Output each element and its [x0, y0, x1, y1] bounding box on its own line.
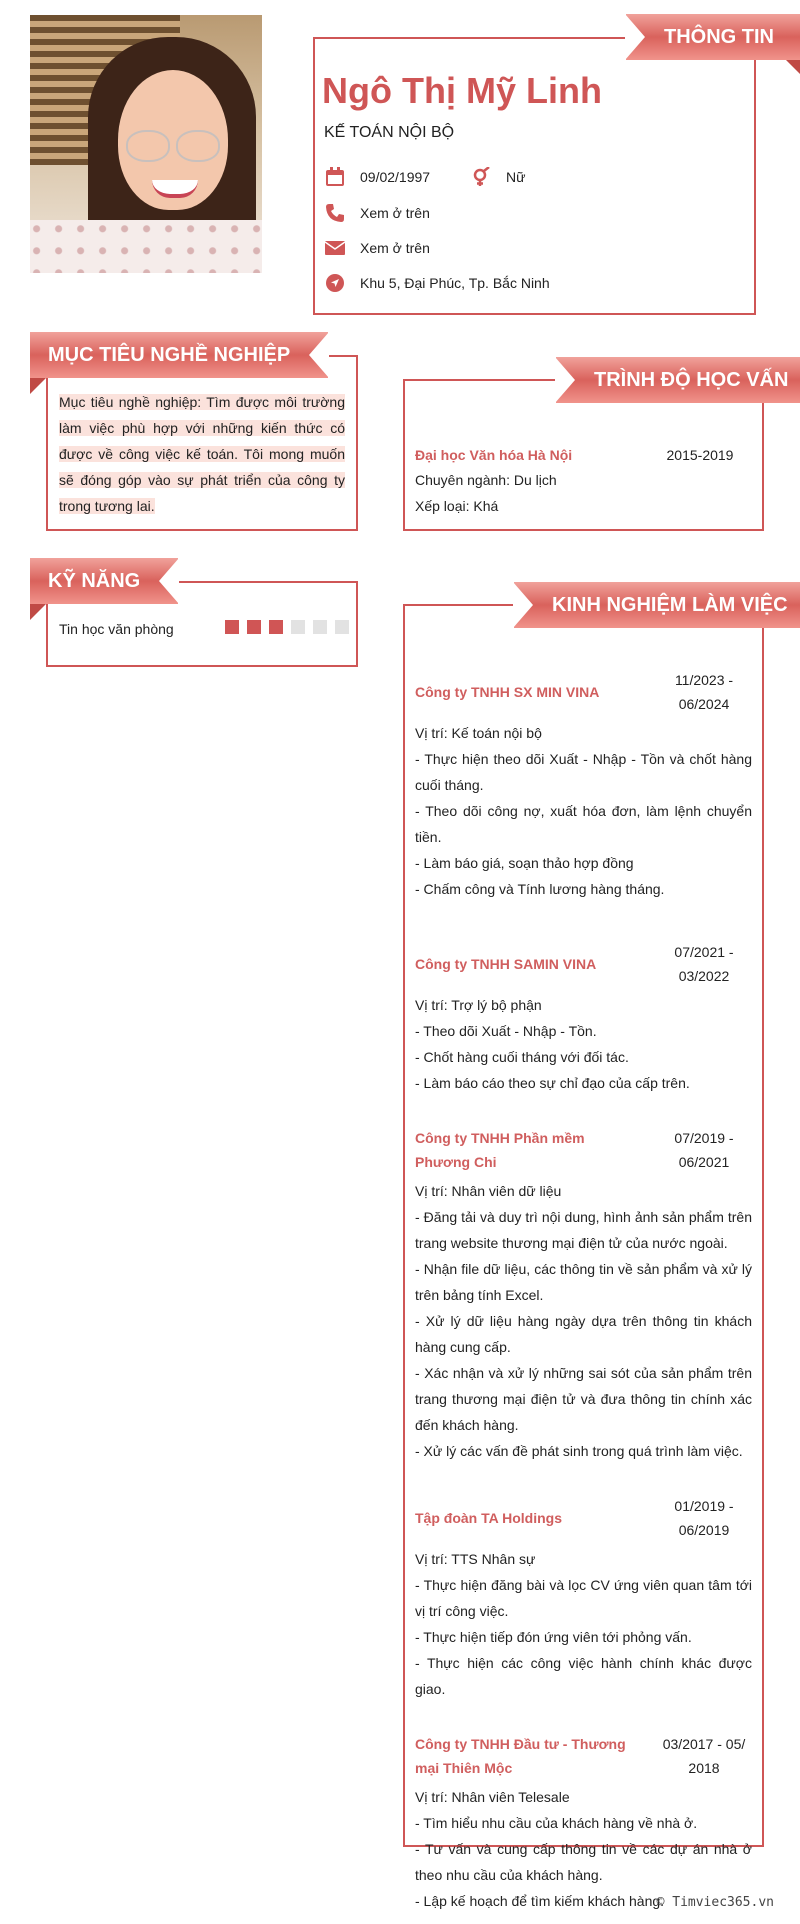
skill-level-dot — [291, 620, 305, 634]
experience-item — [415, 1732, 752, 1914]
experience-duty: - Chấm công và Tính lương hàng tháng. — [415, 881, 665, 897]
skill-level — [217, 620, 349, 639]
email-value: Xem ở trên — [360, 240, 430, 256]
candidate-name: Ngô Thị Mỹ Linh — [322, 70, 602, 111]
calendar-icon — [324, 166, 346, 188]
experience-duty: - Chốt hàng cuối tháng với đối tác. — [415, 1049, 629, 1065]
experience-duty: - Nhận file dữ liệu, các thông tin về sản phẩm và xử lý trên bảng tính Excel. — [415, 1261, 752, 1303]
experience-company: Công ty TNHH SX MIN VINA — [415, 684, 600, 700]
skill-level-dot — [269, 620, 283, 634]
experience-position: Vị trí: Trợ lý bộ phận — [415, 997, 542, 1013]
experience-duty: - Thực hiện theo dõi Xuất - Nhập - Tồn và chốt hàng cuối tháng. — [415, 751, 752, 793]
skill-level-dot — [225, 620, 239, 634]
experience-duty: - Lập kế hoạch để tìm kiếm khách hàng. — [415, 1893, 665, 1909]
email-icon — [324, 237, 346, 259]
phone-icon — [324, 202, 346, 224]
gender-value: Nữ — [506, 169, 526, 185]
avatar — [30, 15, 262, 273]
experience-duty: - Xử lý dữ liệu hàng ngày dựa trên thông tin khách hàng cung cấp. — [415, 1313, 752, 1355]
experience-period: 01/2019 - 06/2019 — [674, 1498, 734, 1538]
experience-duty: - Tìm hiểu nhu cầu của khách hàng về nhà ở. — [415, 1815, 698, 1831]
education-section-header: TRÌNH ĐỘ HỌC VẤN — [556, 357, 800, 403]
gender-icon — [470, 166, 492, 188]
experience-position: Vị trí: Kế toán nội bộ — [415, 725, 542, 741]
birthday-row — [324, 166, 430, 188]
footer-credit: © Timviec365.vn — [656, 1895, 774, 1910]
experience-period: 03/2017 - 05/ 2018 — [662, 1736, 746, 1776]
experience-duty: - Thực hiện các công việc hành chính khác được giao. — [415, 1655, 752, 1697]
experience-duty: - Xử lý các vấn đề phát sinh trong quá trình làm việc. — [415, 1443, 743, 1459]
objective-text: Mục tiêu nghề nghiệp: Tìm được môi trường làm việc phù hợp với những kiến thức có được về công việc kế toán. Tôi mong muốn sẽ đóng góp vào sự phát triển của công ty trong tương lai. — [59, 394, 345, 514]
email-row — [324, 237, 430, 259]
experience-duty: - Tư vấn và cung cấp thông tin về các dự án nhà ở theo nhu cầu của khách hàng. — [415, 1841, 752, 1883]
phone-value: Xem ở trên — [360, 205, 430, 221]
experience-section-header: KINH NGHIỆM LÀM VIỆC — [514, 582, 800, 628]
experience-company: Công ty TNHH Phần mềm Phương Chi — [415, 1130, 585, 1170]
skill-level-dot — [247, 620, 261, 634]
experience-period: 07/2019 - 06/2021 — [674, 1130, 734, 1170]
experience-duty: - Theo dõi Xuất - Nhập - Tồn. — [415, 1023, 597, 1039]
experience-duty: - Làm báo cáo theo sự chỉ đạo của cấp trên. — [415, 1075, 690, 1091]
experience-period: 07/2021 - 03/2022 — [674, 944, 734, 984]
education-period: 2015-2019 — [666, 447, 734, 463]
address-value: Khu 5, Đại Phúc, Tp. Bắc Ninh — [360, 275, 550, 291]
education-rank: Xếp loại: Khá — [415, 498, 499, 514]
experience-position: Vị trí: Nhân viên dữ liệu — [415, 1183, 562, 1199]
info-section-header: THÔNG TIN — [626, 14, 800, 60]
gender-row — [470, 166, 525, 188]
birthday-value: 09/02/1997 — [360, 169, 431, 185]
experience-company: Công ty TNHH SAMIN VINA — [415, 956, 597, 972]
experience-period: 11/2023 - 06/2024 — [674, 672, 734, 712]
experience-duty: - Đăng tải và duy trì nội dung, hình ảnh sản phẩm trên trang website thương mại điện tử của nước ngoài. — [415, 1209, 752, 1251]
experience-duty: - Xác nhận và xử lý những sai sót của sản phẩm trên trang thương mại điện tử và đưa thông tin chính xác đến khách hàng. — [415, 1365, 752, 1433]
education-school: Đại học Văn hóa Hà Nội — [415, 447, 573, 463]
job-title: KẾ TOÁN NỘI BỘ — [324, 124, 455, 141]
skills-section-header: KỸ NĂNG — [30, 558, 178, 604]
experience-duty: - Làm báo giá, soạn thảo hợp đồng — [415, 855, 634, 871]
skill-level-dot — [313, 620, 327, 634]
phone-row — [324, 202, 430, 224]
objective-section-header: MỤC TIÊU NGHỀ NGHIỆP — [30, 332, 328, 378]
experience-position: Vị trí: Nhân viên Telesale — [415, 1789, 570, 1805]
experience-duty: - Thực hiện đăng bài và lọc CV ứng viên quan tâm tới vị trí công việc. — [415, 1577, 752, 1619]
experience-company: Tập đoàn TA Holdings — [415, 1510, 562, 1526]
experience-position: Vị trí: TTS Nhân sự — [415, 1551, 536, 1567]
experience-item — [415, 1494, 752, 1702]
skill-row — [59, 616, 349, 642]
skill-name: Tin học văn phòng — [59, 621, 174, 637]
experience-item — [415, 940, 752, 1096]
experience-company: Công ty TNHH Đầu tư - Thương mại Thiên Mộc — [415, 1736, 626, 1776]
experience-duty: - Theo dõi công nợ, xuất hóa đơn, làm lệnh chuyển tiền. — [415, 803, 752, 845]
address-row — [324, 272, 550, 294]
experience-duty: - Thực hiện tiếp đón ứng viên tới phỏng vấn. — [415, 1629, 692, 1645]
experience-list — [415, 668, 752, 1914]
education-major: Chuyên ngành: Du lịch — [415, 472, 557, 488]
experience-item — [415, 1126, 752, 1464]
experience-item — [415, 668, 752, 902]
location-icon — [324, 272, 346, 294]
skill-level-dot — [335, 620, 349, 634]
